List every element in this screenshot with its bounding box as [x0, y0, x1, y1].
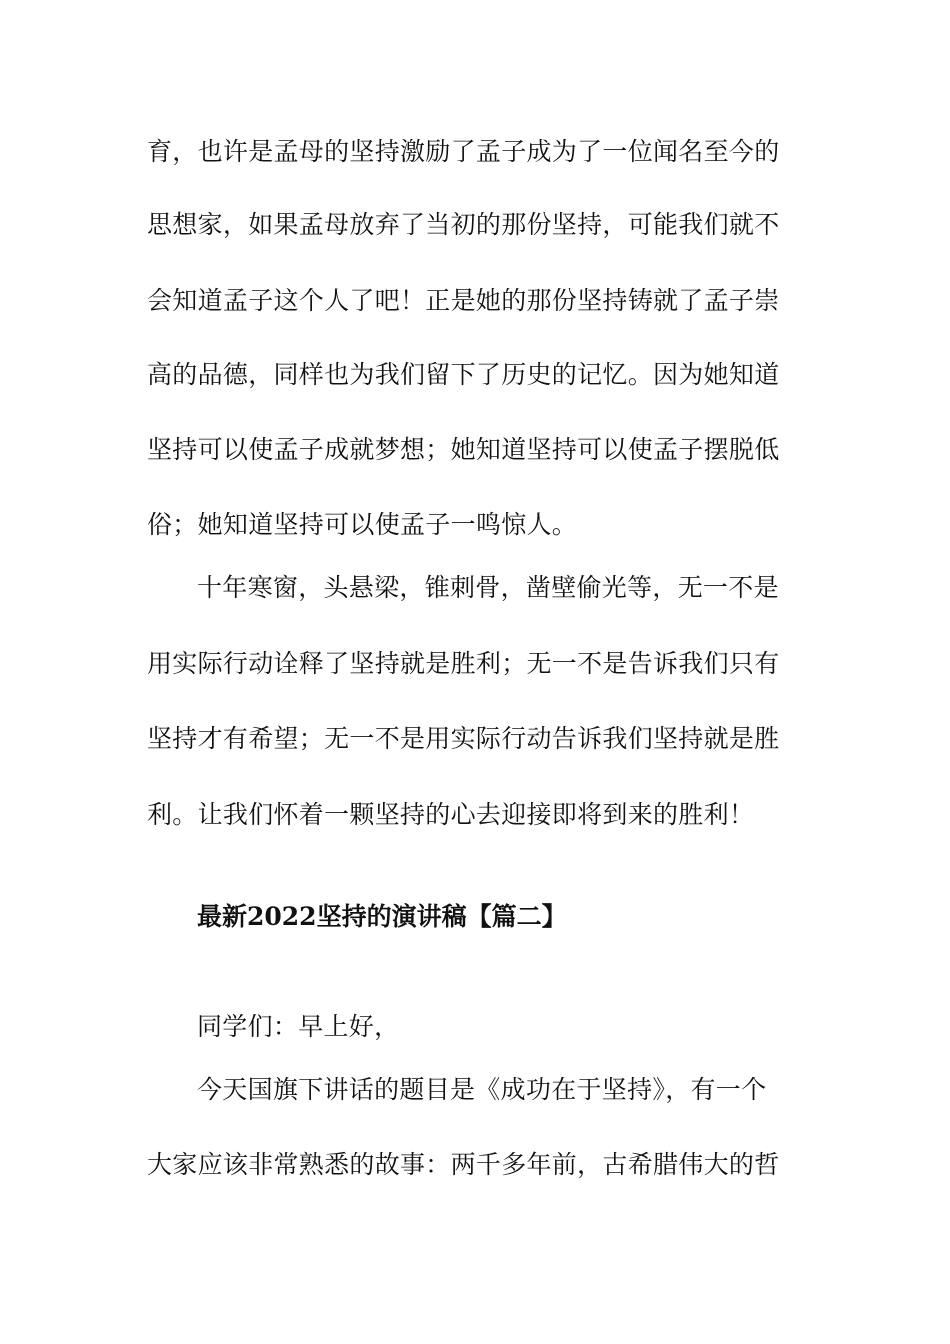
paragraph-1-line-4: 高的品德，同样也为我们留下了历史的记忆。因为她知道 — [147, 360, 780, 389]
paragraph-1-line-3: 会知道孟子这个人了吧！正是她的那份坚持铸就了孟子崇 — [147, 286, 780, 315]
section-heading: 最新2022坚持的演讲稿【篇二】 — [197, 902, 567, 931]
paragraph-1-line-6: 俗；她知道坚持可以使孟子一鸣惊人。 — [147, 510, 578, 539]
paragraph-1-line-5: 坚持可以使孟子成就梦想；她知道坚持可以使孟子摆脱低 — [147, 435, 780, 464]
paragraph-1-line-2: 思想家，如果孟母放弃了当初的那份坚持，可能我们就不 — [147, 210, 780, 239]
paragraph-1-line-1: 育，也许是孟母的坚持激励了孟子成为了一位闻名至今的 — [147, 137, 780, 166]
paragraph-2-line-2: 用实际行动诠释了坚持就是胜利；无一不是告诉我们只有 — [147, 649, 780, 678]
paragraph-2-line-4: 利。让我们怀着一颗坚持的心去迎接即将到来的胜利！ — [147, 800, 755, 829]
greeting-line: 同学们：早上好， — [197, 1012, 400, 1041]
paragraph-3-line-1: 今天国旗下讲话的题目是《成功在于坚持》，有一个 — [197, 1075, 767, 1104]
paragraph-3-line-2: 大家应该非常熟悉的故事：两千多年前，古希腊伟大的哲 — [147, 1150, 780, 1179]
paragraph-2-line-3: 坚持才有希望；无一不是用实际行动告诉我们坚持就是胜 — [147, 724, 780, 753]
paragraph-2-line-1: 十年寒窗，头悬梁，锥刺骨，凿壁偷光等，无一不是 — [197, 573, 779, 602]
